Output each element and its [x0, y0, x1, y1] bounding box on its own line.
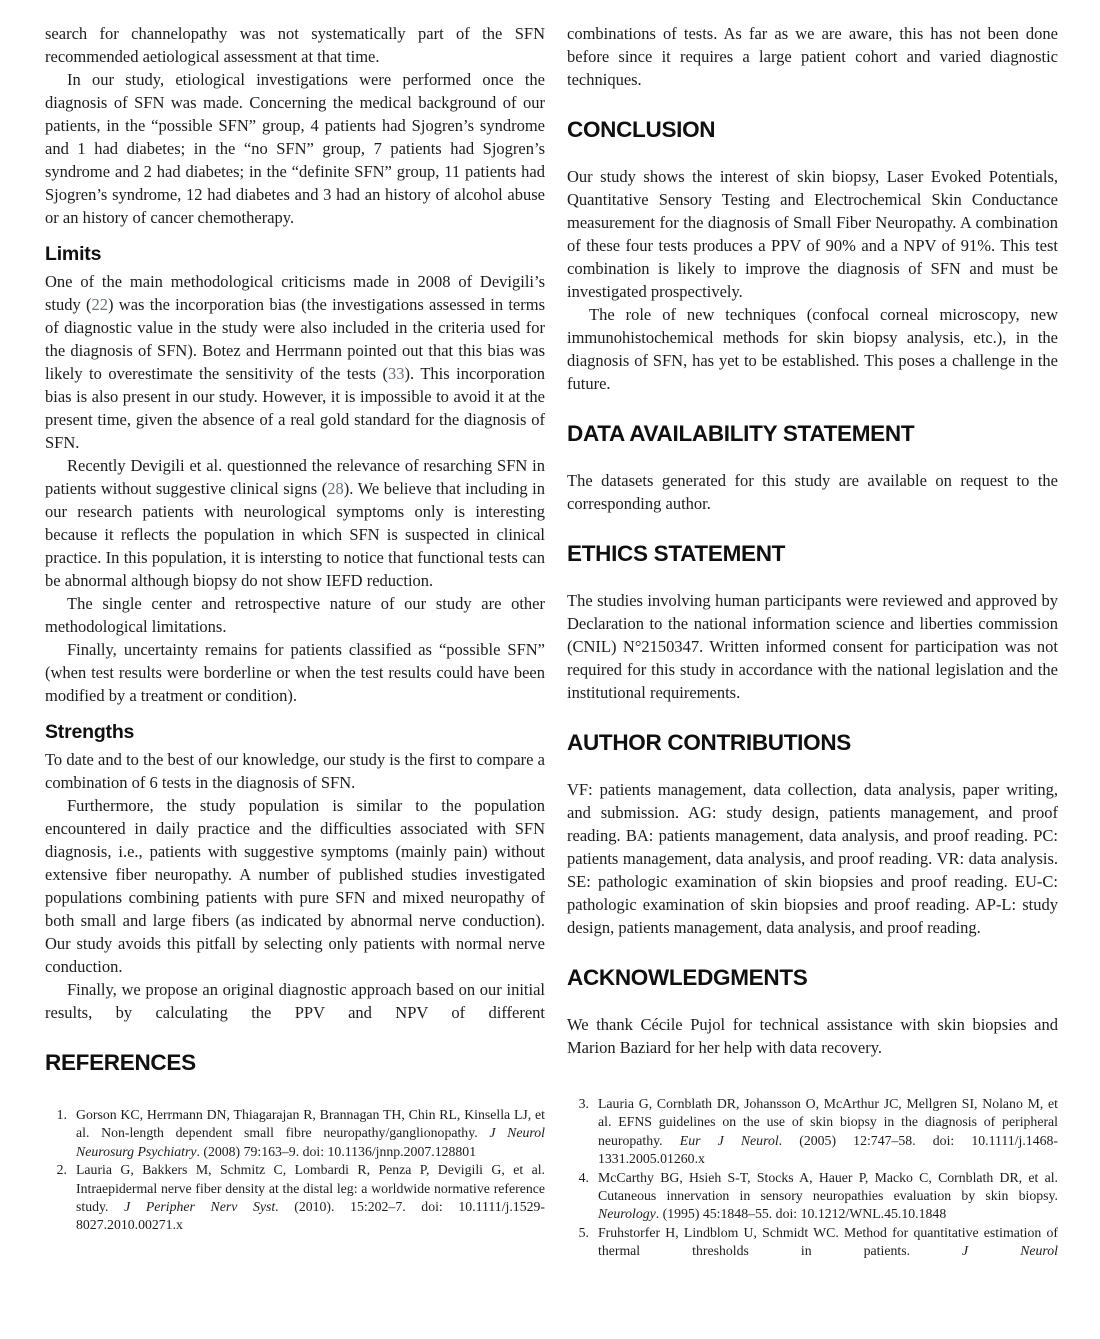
text-run: VF: patients management, data collection, data analysis, paper writing, and submission. AG: study design, patients management, and proof reading. BA: patients management, data analysis, and proof reading. PC: patients management, data analysis, and proof reading. VR: data analysis. SE: pathologic examination of skin biopsies and proof reading. EU-C: pathologic examination of skin biopsies and proof reading. AP-L: study design, patients management, data analysis, and proof reading. [567, 780, 1058, 937]
citation-link[interactable]: 28 [327, 479, 344, 498]
text-run: In our study, etiological investigations were performed once the diagnosis of SFN was made. Concerning the medical background of our patients, in the “possible SFN” group, 4 patients had Sjogren’s syndrome and 1 had diabetes; in the “no SFN” group, 7 patients had Sjogren’s syndrome and 2 had diabetes; in the “definite SFN” group, 11 patients had Sjogren’s syndrome, 12 had diabetes and 3 had an history of alcohol abuse or an history of cancer chemotherapy. [45, 70, 545, 227]
paragraph [45, 454, 545, 592]
reference-number: 1. [56, 1107, 67, 1122]
acknowledgments-paragraphs [567, 1013, 1058, 1059]
text-run: The role of new techniques (confocal corneal microscopy, new immunohistochemical methods for skin biopsy analysis, etc.), in the diagnosis of SFN, has yet to be established. This poses a challenge in the future. [567, 305, 1058, 393]
data-availability-heading: DATA AVAILABILITY STATEMENT [567, 421, 915, 446]
paragraph [567, 22, 1058, 91]
conclusion-heading: CONCLUSION [567, 117, 716, 142]
text-run: The studies involving human participants were reviewed and approved by Declaration to the national information science and liberties commission (CNIL) N°2150347. Written informed consent for participation was not required for this study in accordance with the national legislation and the institutional requirements. [567, 591, 1058, 702]
reference-number: 5. [578, 1224, 589, 1240]
text-run: . (2008) 79:163–9. doi: 10.1136/jnnp.2007.128801 [196, 1143, 477, 1159]
reference-number: 4. [578, 1169, 589, 1185]
references-heading: REFERENCES [45, 1050, 196, 1075]
text-run: Lauria G, Cornblath DR, Johansson O, McArthur JC, Mellgren SI, Nolano M, et al. EFNS guidelines on the use of skin biopsy in the diagnosis of peripheral neuropathy. [598, 1096, 1058, 1148]
paragraph [567, 589, 1058, 704]
author-contributions-heading: AUTHOR CONTRIBUTIONS [567, 730, 851, 755]
text-run: Gorson KC, Herrmann DN, Thiagarajan R, Brannagan TH, Chin RL, Kinsella LJ, et al. Non-length dependent small fibre neuropathy/ganglionopathy. [76, 1107, 545, 1141]
limits-paragraphs [45, 270, 545, 707]
paragraph [45, 748, 545, 794]
journal-title: J Peripher Nerv Syst [124, 1199, 276, 1215]
text-run: Furthermore, the study population is similar to the population encountered in daily practice and the difficulties associated with SFN diagnosis, i.e., patients with suggestive symptoms (mainly pain) without extensive fiber neuropathy. A number of published studies investigated populations combining patients with pure SFN and mixed neuropathy of both small and large fibers (as indicated by abnormal nerve conduction). Our study avoids this pitfall by selecting only patients with normal nerve conduction. [45, 796, 545, 976]
strengths-paragraphs [45, 748, 545, 1024]
references-list-continued [567, 1095, 1058, 1261]
paragraph [567, 778, 1058, 939]
paragraph [45, 794, 545, 978]
text-run: Finally, uncertainty remains for patients classified as “possible SFN” (when test results were borderline or when the test results could have been modified by a treatment or condition). [45, 640, 545, 705]
paragraph [45, 270, 545, 454]
reference-item [567, 1169, 1058, 1224]
text-run: McCarthy BG, Hsieh S-T, Stocks A, Hauer P, Macko C, Cornblath DR, et al. Cutaneous innervation in sensory neuropathies evaluation by skin biopsy. [598, 1169, 1058, 1204]
text-run: . (2005) 12:747–58. doi: 10.1111/j.1468-1331.2005.01260.x [598, 1132, 1058, 1167]
citation-link[interactable]: 22 [91, 295, 109, 314]
references-list [45, 1106, 545, 1235]
text-run: ). We believe that including in our research patients with neurological symptoms only is interesting because it reflects the population in which SFN is suspected in clinical practice. In this population, it is intersting to notice that functional tests can be abnormal although biopsy do not show IEFD reduction. [45, 479, 545, 590]
text-run: . (2010). 15:202–7. doi: 10.1111/j.1529-8027.2010.00271.x [76, 1199, 545, 1233]
text-run: The datasets generated for this study are available on request to the corresponding author. [567, 471, 1058, 513]
reference-item [567, 1224, 1058, 1261]
right-column [567, 22, 1058, 1339]
journal-title: Eur J Neurol [679, 1132, 779, 1148]
paragraph [45, 68, 545, 229]
data-availability-paragraphs [567, 469, 1058, 515]
text-run: One of the main methodological criticisms made in 2008 of Devigili’s study ( [45, 272, 545, 314]
ethics-heading: ETHICS STATEMENT [567, 541, 786, 566]
left-column [45, 22, 545, 1339]
text-run: Lauria G, Bakkers M, Schmitz C, Lombardi R, Penza P, Devigili G, et al. Intraepidermal nerve fiber density at the distal leg: a worldwide normative reference study. [76, 1162, 545, 1215]
journal-title: Neurology [598, 1206, 656, 1222]
text-run: Fruhstorfer H, Lindblom U, Schmidt WC. Method for quantitative estimation of thermal thresholds in patients. [598, 1224, 1058, 1259]
paragraph [45, 978, 545, 1024]
text-run: To date and to the best of our knowledge, our study is the first to compare a combination of 6 tests in the diagnosis of SFN. [45, 750, 545, 792]
citation-link[interactable]: 33 [388, 364, 405, 383]
reference-text [598, 1169, 1058, 1224]
paragraph [567, 469, 1058, 515]
text-run: ). This incorporation bias is also present in our study. However, it is impossible to avoid it at the present time, given the absence of a real gold standard for the diagnosis of SFN. [45, 364, 545, 452]
text-run: Our study shows the interest of skin biopsy, Laser Evoked Potentials, Quantitative Sensory Testing and Electrochemical Skin Conductance measurement for the diagnosis of Small Fiber Neuropathy. A combination of these four tests produces a PPV of 90% and a NPV of 91%. This test combination is likely to improve the diagnosis of SFN and must be investigated prospectively. [567, 167, 1058, 301]
reference-item [567, 1095, 1058, 1169]
intro-paragraphs [45, 22, 545, 229]
author-contributions-paragraphs [567, 778, 1058, 939]
limits-heading: Limits [45, 243, 102, 265]
reference-number: 2. [56, 1162, 67, 1178]
text-run: The single center and retrospective nature of our study are other methodological limitations. [45, 594, 545, 636]
reference-item [45, 1106, 545, 1161]
text-run: Finally, we propose an original diagnostic approach based on our initial results, by calculating the PPV and NPV of different [45, 980, 545, 1022]
reference-number: 3. [578, 1096, 589, 1111]
ethics-paragraphs [567, 589, 1058, 704]
paragraph [567, 303, 1058, 395]
paragraph [45, 592, 545, 638]
paragraph [567, 1013, 1058, 1059]
reference-text [76, 1161, 545, 1235]
paragraph [567, 165, 1058, 303]
strengths-heading: Strengths [45, 721, 135, 743]
text-run: combinations of tests. As far as we are aware, this has not been done before since it requires a large patient cohort and varied diagnostic techniques. [567, 24, 1058, 89]
reference-text [598, 1224, 1058, 1261]
journal-title: J Neurol [962, 1243, 1059, 1259]
paragraph [45, 638, 545, 707]
reference-text [76, 1106, 545, 1161]
reference-item [45, 1161, 545, 1235]
conclusion-paragraphs [567, 165, 1058, 395]
text-run: Recently Devigili et al. questionned the relevance of resarching SFN in patients without suggestive clinical signs ( [45, 456, 545, 498]
acknowledgments-heading: ACKNOWLEDGMENTS [567, 965, 808, 990]
text-run: search for channelopathy was not systematically part of the SFN recommended aetiological assessment at that time. [45, 24, 545, 66]
paragraph [45, 22, 545, 68]
journal-title: J Neurol Neurosurg Psychiatry [76, 1125, 545, 1159]
text-run: ) was the incorporation bias (the investigations assessed in terms of diagnostic value in the study were also included in the criteria used for the diagnosis of SFN). Botez and Herrmann pointed out that this bias was likely to overestimate the sensitivity of the tests ( [45, 295, 545, 383]
reference-text [598, 1095, 1058, 1169]
text-run: We thank Cécile Pujol for technical assistance with skin biopsies and Marion Baziard for her help with data recovery. [567, 1015, 1058, 1057]
text-run: . (1995) 45:1848–55. doi: 10.1212/WNL.45.10.1848 [655, 1206, 947, 1222]
continued-paragraphs [567, 22, 1058, 91]
